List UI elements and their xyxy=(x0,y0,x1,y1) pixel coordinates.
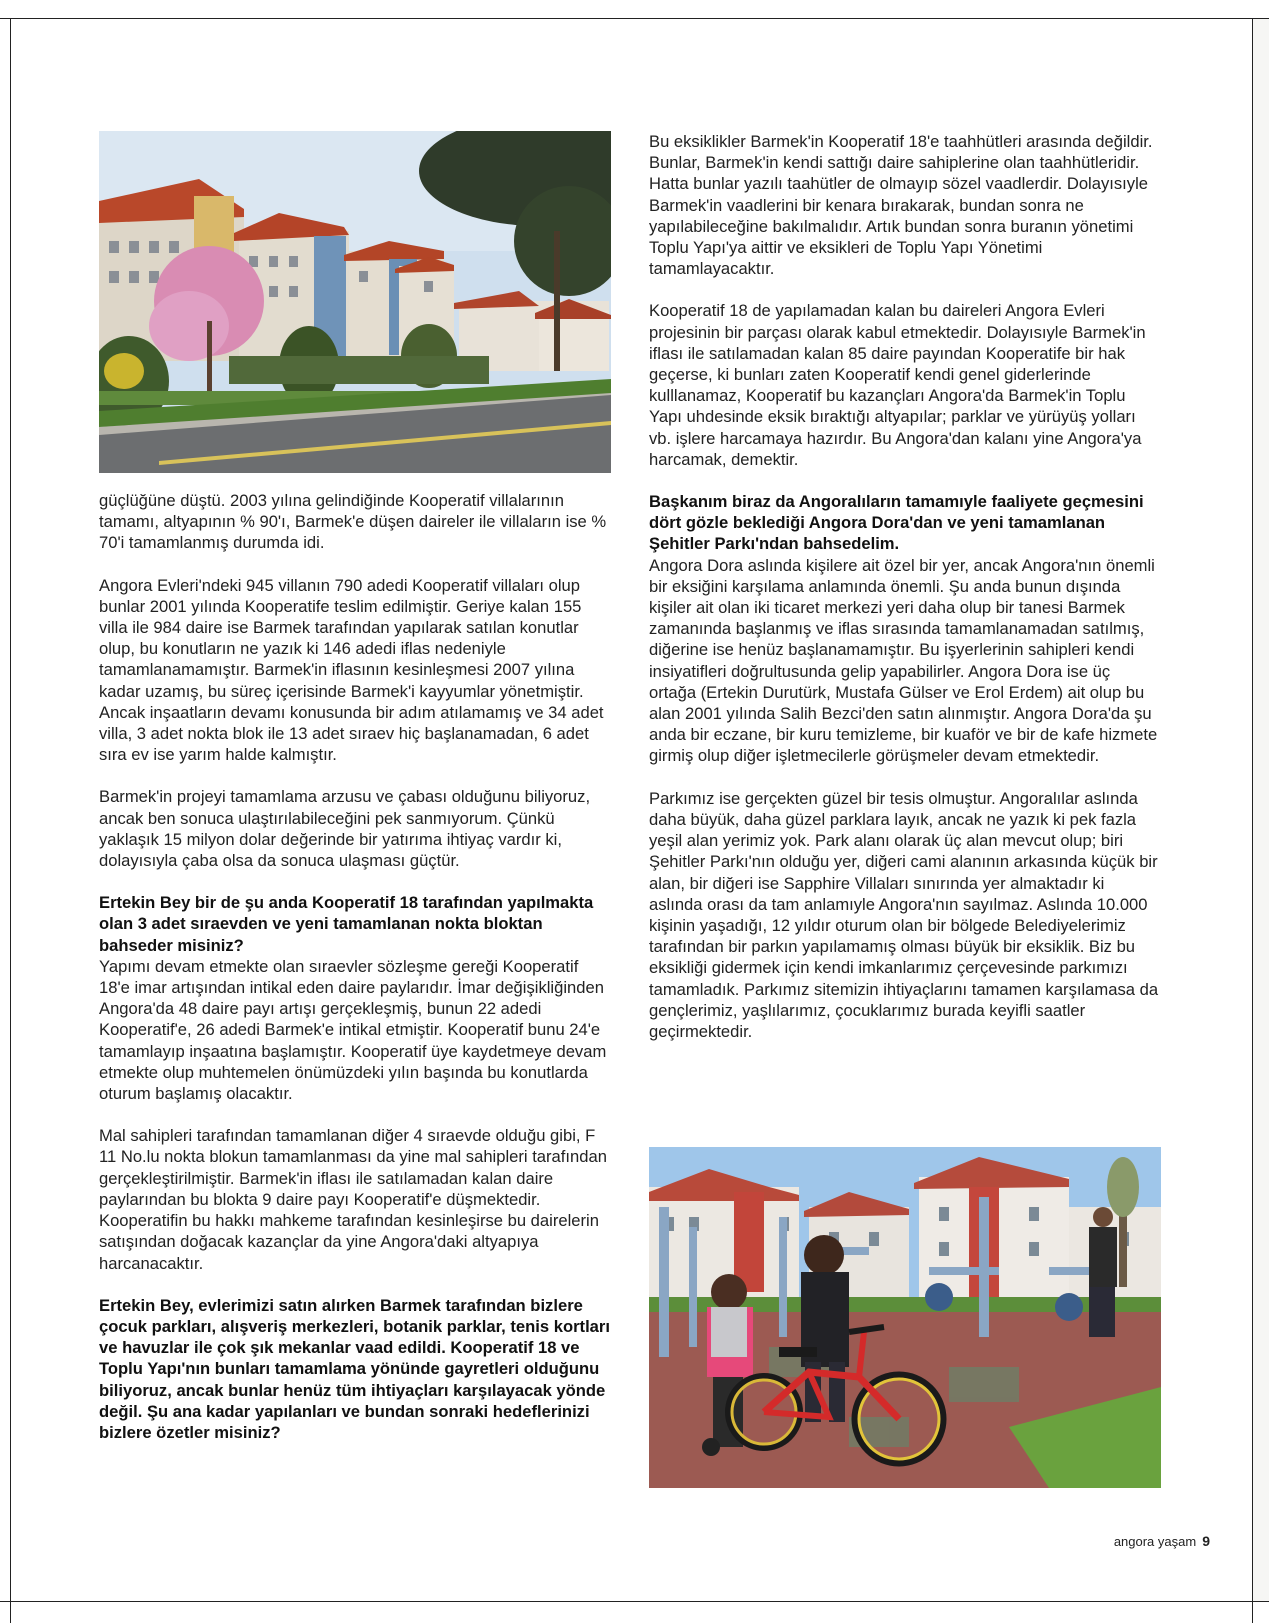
left-text-column xyxy=(99,490,611,1443)
park-children-photo xyxy=(649,1147,1161,1488)
article-paragraph: Barmek'in projeyi tamamlama arzusu ve çabası olduğunu biliyoruz, ancak ben sonuca ulaştırılabileceğini pek sanmıyorum. Çünkü yaklaşık 15 milyon dolar değerinde bir yatırıma ihtiyaç vardır ki, dolayısıyla çaba olsa da sonuca ulaşması güçtür. xyxy=(99,787,591,871)
article-paragraph: Angora Dora aslında kişilere ait özel bir yer, ancak Angora'nın önemli bir eksiğini karşılama anlamında önemli. Şu anda bunun dışında kişiler ait olan iki ticaret merkezi yeri daha olup bir tanesi Barmek zamanında başlanmış ve iflas sırasında tamamlanamadan satılmış, diğerine ise henüz başlanamamıştır. Bu işyerlerinin sahipleri kendi insiyatifleri doğrultusunda gelip yapabilirler. Angora Dora ise üç ortağa (Ertekin Durutürk, Mustafa Gülser ve Erol Erdem) ait olup bu alan 2001 yılında Salih Bezci'den satın alınmıştır. Angora Dora'da şu anda bir eczane, bir kuru temizleme, bir kuaför ve bir de kafe hizmete girmiş olup diğer işletmecilerle görüşmeler devam etmektedir. xyxy=(649,555,1158,766)
page-border-top xyxy=(0,18,1269,19)
page-border-bottom xyxy=(0,1601,1269,1602)
page-edge-strip xyxy=(1253,19,1269,1601)
interview-question: Ertekin Bey, evlerimizi satın alırken Barmek tarafından bizlere çocuk parkları, alışveriş merkezleri, botanik parklar, tenis kortları ve havuzlar ile çok şık mekanlar vaad edildi. Kooperatif 18 ve Toplu Yapı'nın bunları tamamlama yönünde gayretleri olduğunu biliyoruz, ancak bunlar henüz tüm ihtiyaçları karşılayacak yönde değil. Şu ana kadar yapılanları ve bundan sonraki hedeflerinizi bizlere özetler misiniz? xyxy=(99,1295,610,1442)
article-paragraph: Kooperatif 18 de yapılamadan kalan bu daireleri Angora Evleri projesinin bir parçası olarak kabul etmektedir. Dolayısıyle Barmek'in iflası ile satılamadan kalan 85 daire payından Kooperatife bir hak geçerse, ki bunları zaten Kooperatif kendi genel giderlerinde kulllanamaz, Kooperatif bu kazançları Angora'da Barmek'in Toplu Yapı uhdesinde eksik bıraktığı altyapılar; parklar ve yürüyüş yolları vb. işlere harcamaya hazırdır. Bu Angora'dan kalanı yine Angora'ya harcamak, demektir. xyxy=(649,301,1146,469)
residential-buildings-photo xyxy=(99,131,611,473)
article-paragraph: Mal sahipleri tarafından tamamlanan diğer 4 sıraevde olduğu gibi, F 11 No.lu nokta blokun tamamlanması da yine mal sahipleri tarafından gerçekleştirilmiştir. Barmek'in iflası ile satılamadan kalan daire paylarından bu blokta 9 daire payı Kooperatif'e düşmektedir. Kooperatifin bu hakkı mahkeme tarafından kesinleşirse bu dairelerin satışından doğacak kazançlar da yine Angora'daki altyapıya harcanacaktır. xyxy=(99,1126,607,1273)
article-paragraph: güçlüğüne düştü. 2003 yılına gelindiğinde Kooperatif villalarının tamamı, altyapının % 90'ı, Barmek'e düşen daireler ile villaların ise % 70'i tamamlanmış durumda idi. xyxy=(99,491,607,553)
article-paragraph: Parkımız ise gerçekten güzel bir tesis olmuştur. Angoralılar aslında daha büyük, daha güzel parklara layık, ancak ne yazık ki pek fazla yeşil alan yerimiz yok. Park alanı olarak üç alan mevcut olup; biri Şehitler Parkı'nın olduğu yer, diğeri cami alanının arkasında küçük bir alan, bir diğeri ise Sapphire Villaları sınırında yer almaktadır ki aslında orası da tam anlamıyle Angora'nın sayılmaz. Aslında 10.000 kişinin yaşadığı, 12 yıldır oturum olan bir bölgede Belediyelerimiz tarafından bir parkın yapılamamış olması büyük bir eksiklik. Biz bu eksikliği gidermek için kendi imkanlarımız çerçevesinde parkımızı tamamladık. Parkımız sitemizin ihtiyaçlarını tamamen karşılamasa da gençlerimiz, yaşlılarımız, çocuklarımız burada keyifli saatler geçirmektedir. xyxy=(649,788,1159,1041)
interview-question: Ertekin Bey bir de şu anda Kooperatif 18 tarafından yapılmakta olan 3 adet sıraevden ve yeni tamamlanan nokta bloktan bahseder misiniz? xyxy=(99,893,594,955)
page-number: 9 xyxy=(1202,1533,1210,1549)
article-paragraph: Angora Evleri'ndeki 945 villanın 790 adedi Kooperatif villaları olup bunlar 2001 yılında Kooperatife teslim edilmiştir. Geriye kalan 155 villa ile 984 daire ise Barmek tarafından yapılarak satılan konutlar olup, bu konutların ne yazık ki 146 adedi iflas nedeniyle tamamlanamamıştır. Barmek'in iflasının kesinleşmesi 2007 yılına kadar uzamış, bu süreç içerisinde Barmek'i kayyumlar yönetmiştir. Ancak inşaatların devamı konusunda bir adım atılamamış ve 34 adet villa, 3 adet nokta blok ile 13 adet sıraev hiç başlanamadan, 6 adet sıra ev ise yarım halde kalmıştır. xyxy=(99,575,604,765)
right-text-column xyxy=(649,131,1161,1063)
article-paragraph: Yapımı devam etmekte olan sıraevler sözleşme gereği Kooperatif 18'e imar artışından intikal eden daire paylarıdır. İmar değişikliğinden Angora'da 48 daire payı artışı gerçekleşmiş, bunun 22 adedi Kooperatif'e, 26 adedi Barmek'e intikal etmiştir. Kooperatif bunu 24'e tamamlayıp inşaatına başlamıştır. Kooperatif üye kaydetmeye devam etmekte olup muhtemelen önümüzdeki yılın başında bu konutlarda oturum başlamış olacaktır. xyxy=(99,956,607,1104)
article-paragraph: Bu eksiklikler Barmek'in Kooperatif 18'e taahhütleri arasında değildir. Bunlar, Barmek'in kendi sattığı daire sahiplerine olan taahhütleridir. Hatta bunlar yazılı taahütler de olmayıp sözel vaadlerdir. Dolayısıyle Barmek'in vaadlerini bir kenara bırakarak, bundan sonra ne yapılabileceğine bakılmalıdır. Artık bundan sonra buranın yönetimi Toplu Yapı'ya aittir ve eksikleri de Toplu Yapı Yönetimi tamamlayacaktır. xyxy=(649,132,1153,279)
magazine-name: angora yaşam xyxy=(1113,1534,1197,1549)
interview-question: Başkanım biraz da Angoralıların tamamıyle faaliyete geçmesini dört gözle beklediği Angora Dora'dan ve yeni tamamlanan Şehitler Parkı'ndan bahsedelim. xyxy=(649,492,1144,554)
page-border-left xyxy=(10,18,11,1623)
page-footer xyxy=(1060,1533,1210,1549)
